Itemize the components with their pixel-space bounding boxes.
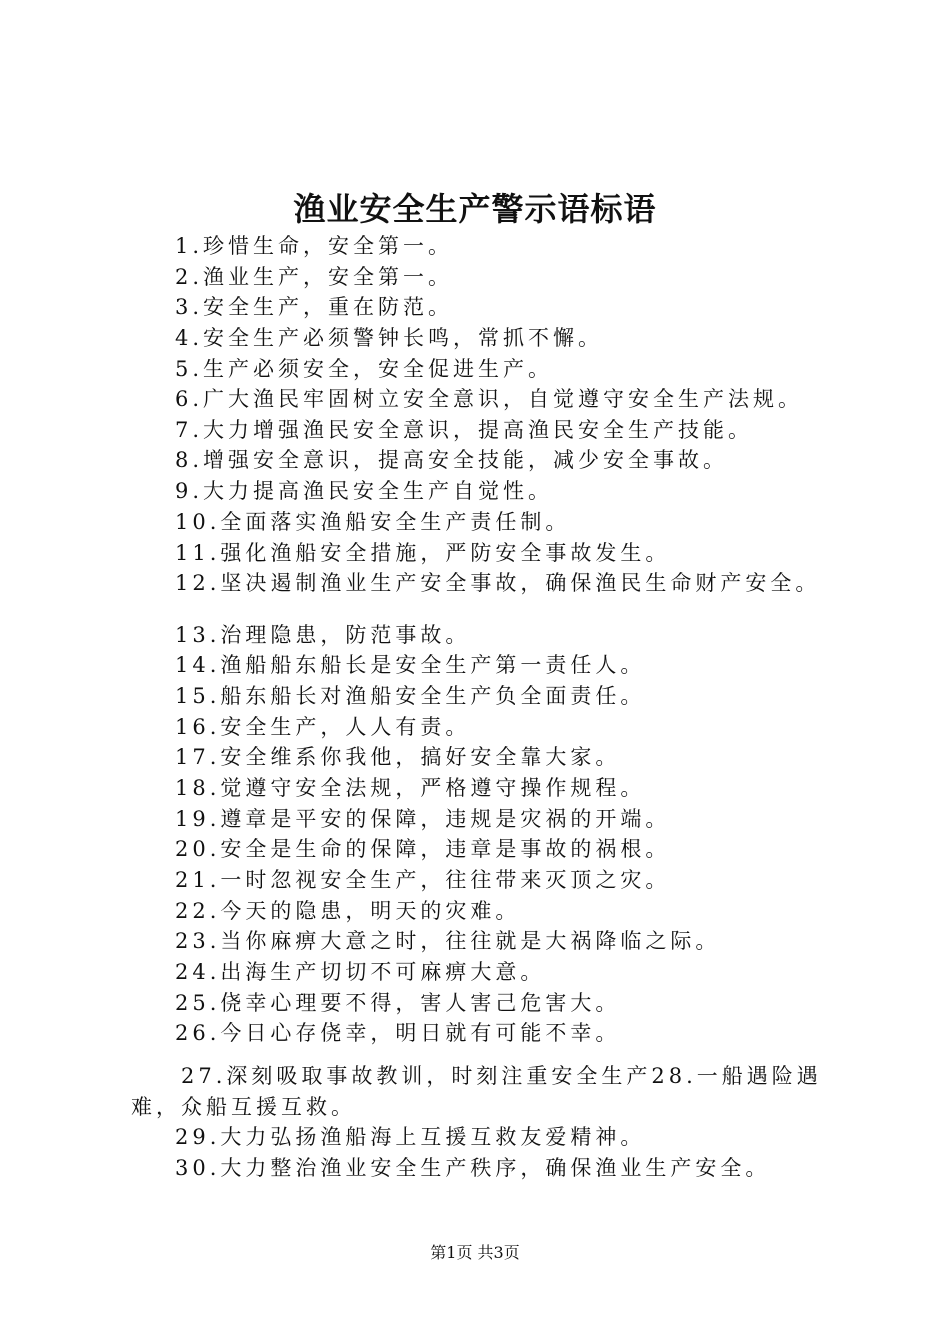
list-item-18: 18.觉遵守安全法规，严格遵守操作规程。 xyxy=(175,776,646,800)
list-item-16: 16.安全生产，人人有责。 xyxy=(175,715,471,739)
list-item-8: 8.增强安全意识，提高安全技能，减少安全事故。 xyxy=(175,448,729,472)
list-item-24: 24.出海生产切切不可麻痹大意。 xyxy=(175,960,546,984)
list-item-14: 14.渔船船东船长是安全生产第一责任人。 xyxy=(175,653,646,677)
list-item-27-line-2: 难，众船互援互救。 xyxy=(131,1095,356,1119)
list-item-3: 3.安全生产，重在防范。 xyxy=(175,295,454,319)
list-item-20: 20.安全是生命的保障，违章是事故的祸根。 xyxy=(175,837,671,861)
list-item-30: 30.大力整治渔业安全生产秩序，确保渔业生产安全。 xyxy=(175,1156,771,1180)
list-item-12: 12.坚决遏制渔业生产安全事故，确保渔民生命财产安全。 xyxy=(175,571,821,595)
page-footer: 第1页 共3页 xyxy=(430,1243,520,1262)
list-item-13: 13.治理隐患，防范事故。 xyxy=(175,623,471,647)
list-item-7: 7.大力增强渔民安全意识，提高渔民安全生产技能。 xyxy=(175,418,754,442)
list-item-19: 19.遵章是平安的保障，违规是灾祸的开端。 xyxy=(175,807,671,831)
list-item-2: 2.渔业生产，安全第一。 xyxy=(175,265,454,289)
list-item-17: 17.安全维系你我他，搞好安全靠大家。 xyxy=(175,745,621,769)
list-item-4: 4.安全生产必须警钟长鸣，常抓不懈。 xyxy=(175,326,604,350)
list-item-22: 22.今天的隐患，明天的灾难。 xyxy=(175,899,521,923)
list-item-25: 25.侥幸心理要不得，害人害己危害大。 xyxy=(175,991,621,1015)
list-item-6: 6.广大渔民牢固树立安全意识，自觉遵守安全生产法规。 xyxy=(175,387,804,411)
list-item-29: 29.大力弘扬渔船海上互援互救友爱精神。 xyxy=(175,1125,646,1149)
document-title: 渔业安全生产警示语标语 xyxy=(293,190,657,228)
list-item-5: 5.生产必须安全，安全促进生产。 xyxy=(175,357,554,381)
list-item-9: 9.大力提高渔民安全生产自觉性。 xyxy=(175,479,554,503)
list-item-10: 10.全面落实渔船安全生产责任制。 xyxy=(175,510,571,534)
list-item-27-line-1: 27.深刻吸取事故教训，时刻注重安全生产28.一船遇险遇 xyxy=(181,1064,822,1088)
list-item-21: 21.一时忽视安全生产，往往带来灭顶之灾。 xyxy=(175,868,671,892)
list-item-23: 23.当你麻痹大意之时，往往就是大祸降临之际。 xyxy=(175,929,721,953)
list-item-1: 1.珍惜生命，安全第一。 xyxy=(175,234,454,258)
list-item-11: 11.强化渔船安全措施，严防安全事故发生。 xyxy=(175,541,671,565)
list-item-26: 26.今日心存侥幸，明日就有可能不幸。 xyxy=(175,1021,621,1045)
list-item-15: 15.船东船长对渔船安全生产负全面责任。 xyxy=(175,684,646,708)
